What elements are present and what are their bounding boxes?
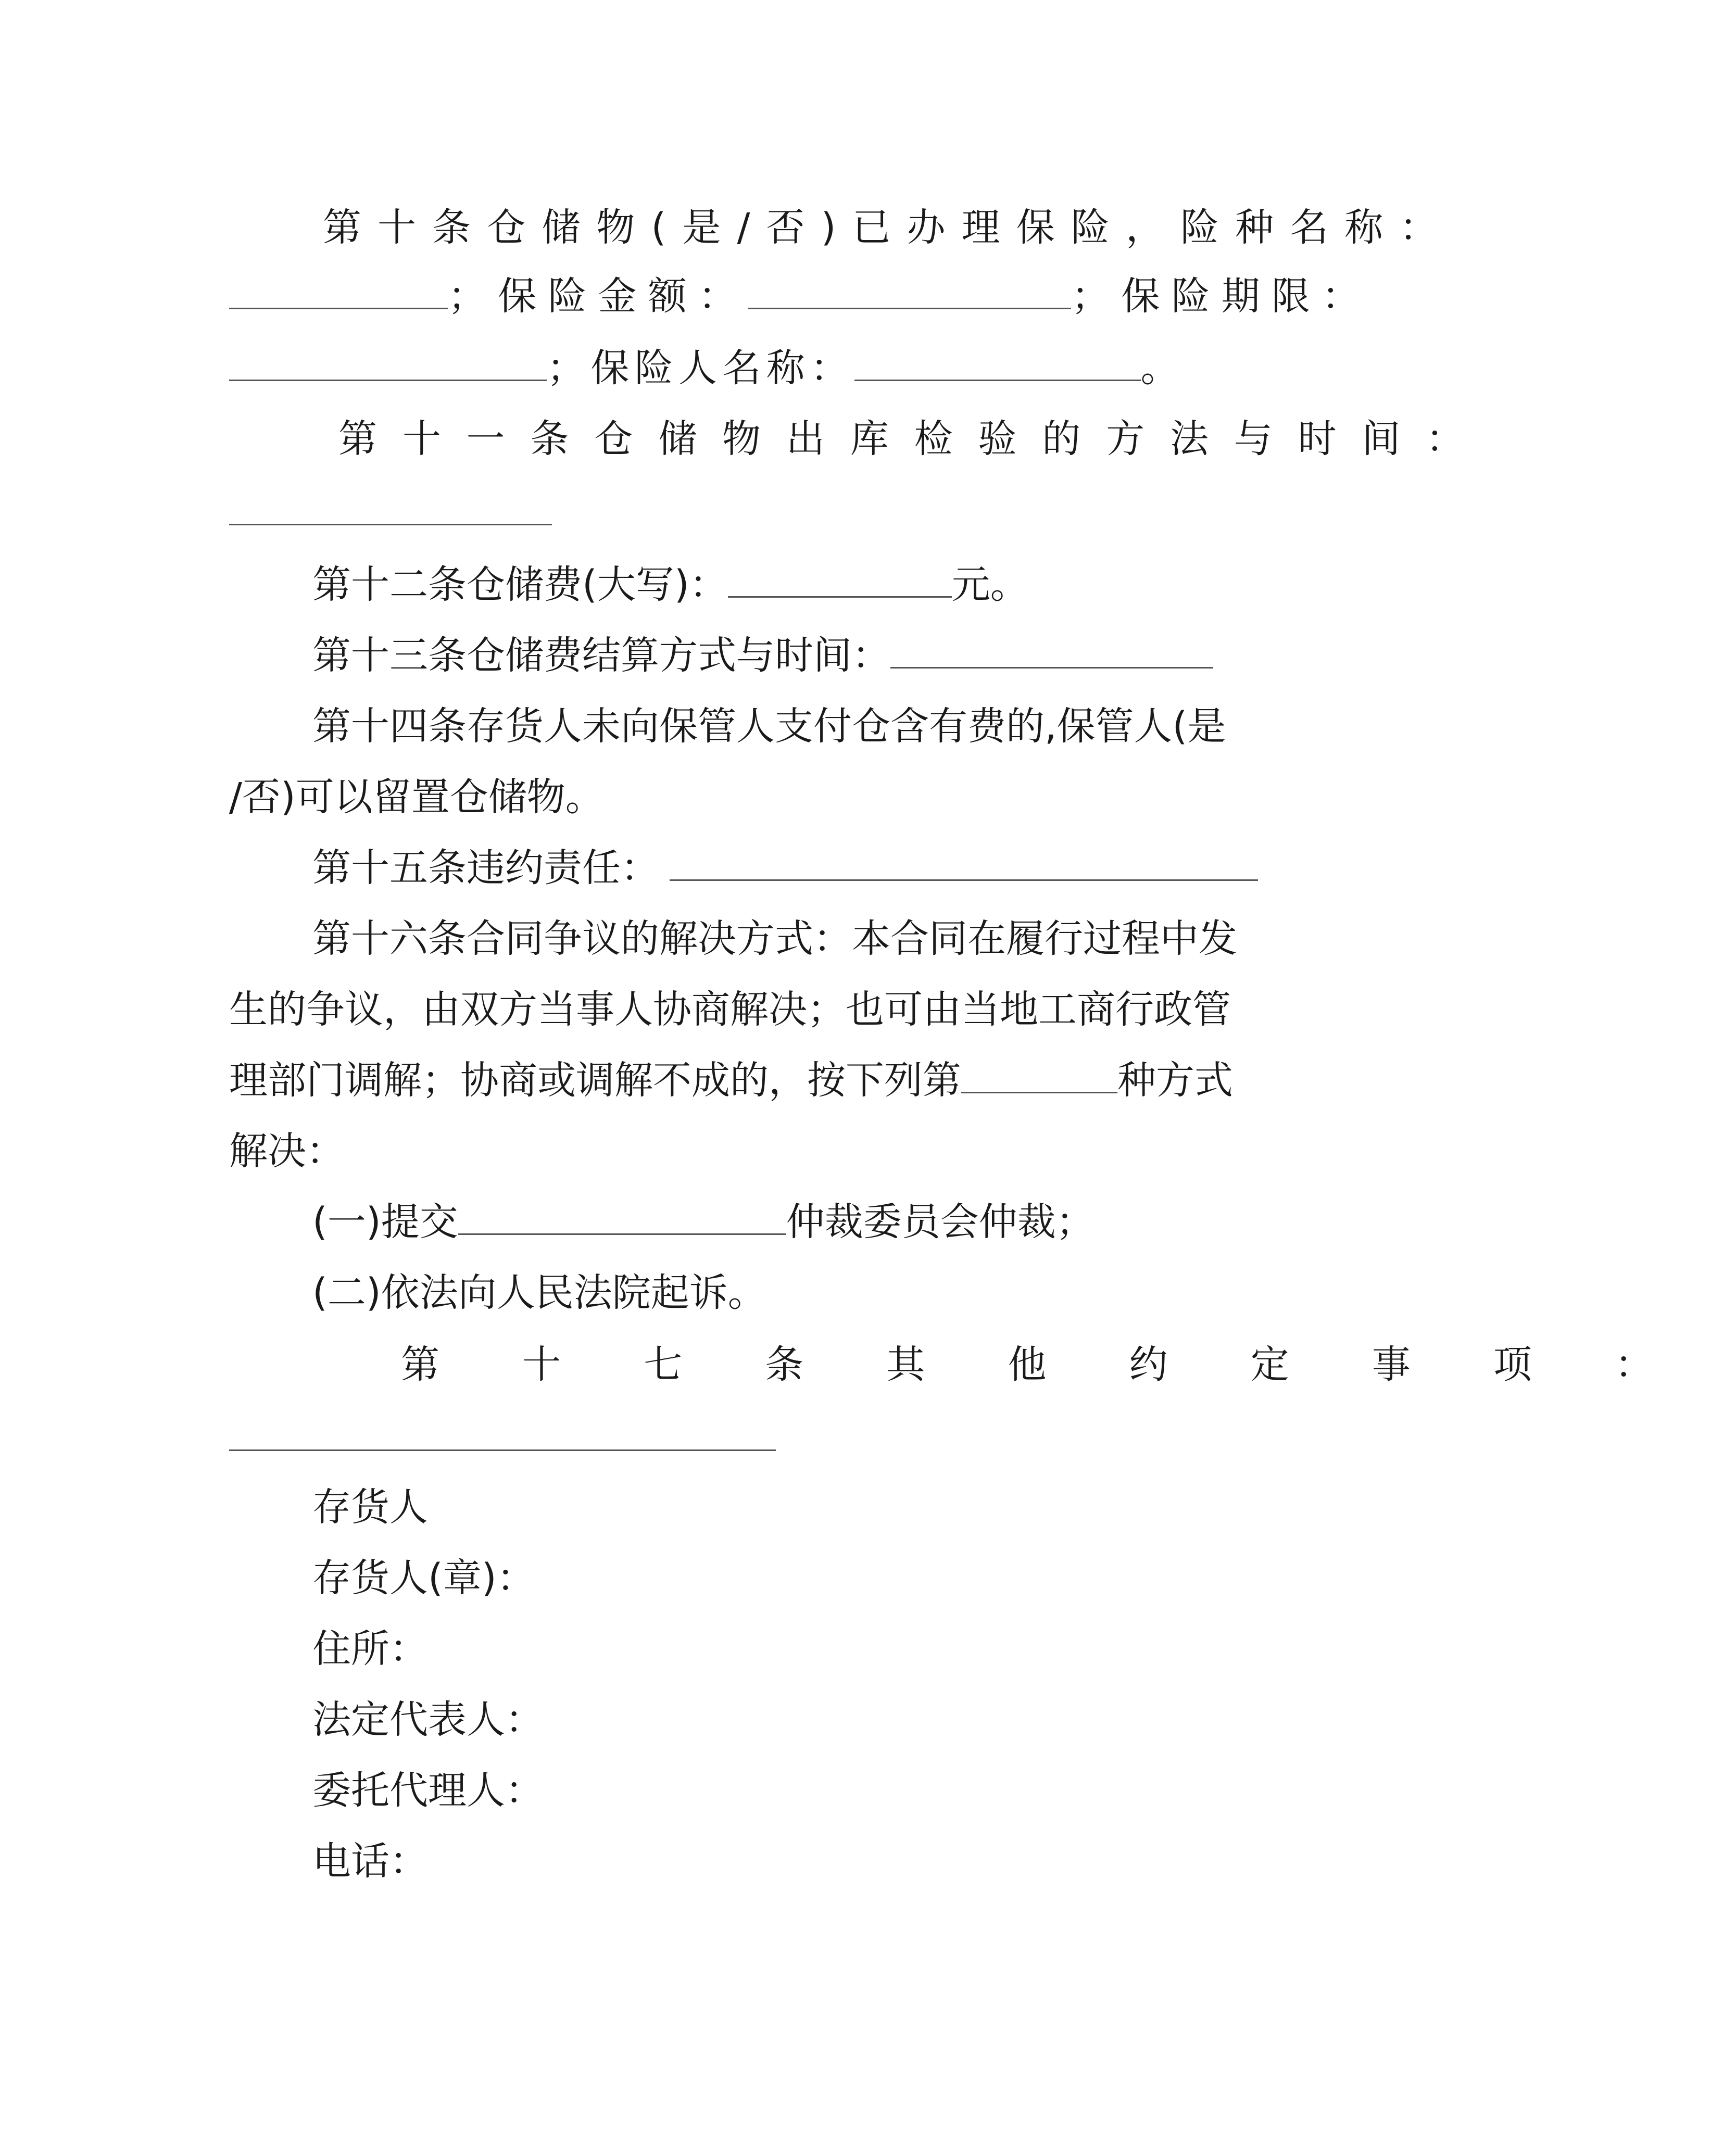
article-17-blank[interactable] (229, 1449, 776, 1451)
article-16-text-2: 生的争议，由双方当事人协商解决；也可由当地工商行政管 (229, 987, 1231, 1032)
article-16-text-3b: 种方式 (1117, 1058, 1233, 1103)
option-1-line (312, 1200, 1095, 1244)
insurance-period-blank[interactable] (229, 349, 547, 381)
storage-fee-label: 第十二条仓储费(大写)： (312, 562, 728, 607)
article-14-line-2 (229, 775, 604, 819)
article-10-line-2 (229, 274, 1372, 319)
option-1-label: (一)提交 (312, 1200, 458, 1244)
article-11-text: 第十一条仓储物出库检验的方法与时间： (338, 417, 1490, 461)
storage-fee-unit: 元。 (951, 562, 1029, 607)
legal-rep-line (312, 1697, 544, 1742)
settlement-blank[interactable] (890, 637, 1213, 669)
agent-label: 委托代理人： (312, 1768, 544, 1813)
depositor-seal-label: 存货人(章)： (312, 1556, 535, 1600)
article-10-period: 。 (1140, 346, 1179, 390)
insurance-period-label: ；保险期限： (1071, 274, 1372, 319)
insurance-amount-label: ；保险金额： (448, 274, 749, 319)
article-14-line-1 (312, 704, 1226, 749)
article-14-text-2: /否)可以留置仓储物。 (229, 775, 604, 819)
address-line (312, 1626, 428, 1671)
legal-rep-label: 法定代表人： (312, 1697, 544, 1742)
article-15-text: 第十五条违约责任： (312, 846, 659, 890)
article-16-line-4 (229, 1129, 345, 1174)
article-17-text: 第十七条其他约定事项： (401, 1342, 1736, 1387)
depositor-heading (312, 1485, 428, 1530)
storage-fee-blank[interactable] (728, 566, 952, 598)
article-16-text-4: 解决： (229, 1129, 345, 1174)
article-10-text: 第十条仓储物(是/否)已办理保险，险种名称： (323, 205, 1454, 250)
address-label: 住所： (312, 1626, 428, 1671)
phone-label: 电话： (312, 1839, 428, 1884)
article-11-line (338, 417, 1490, 461)
article-16-line-1 (312, 916, 1237, 961)
resolution-method-blank[interactable] (961, 1062, 1117, 1093)
article-10-line-1 (323, 205, 1454, 250)
depositor-seal-line (312, 1556, 535, 1600)
article-16-line-2 (229, 987, 1231, 1032)
option-1-suffix: 仲裁委员会仲裁； (786, 1200, 1095, 1244)
article-17-line (401, 1342, 1736, 1387)
article-16-text-1: 第十六条合同争议的解决方式：本合同在履行过程中发 (312, 916, 1237, 961)
insurance-type-blank[interactable] (229, 278, 448, 309)
article-13-text: 第十三条仓储费结算方式与时间： (312, 633, 890, 678)
arbitration-commission-blank[interactable] (458, 1203, 786, 1235)
option-2-text: (二)依法向人民法院起诉。 (312, 1270, 766, 1315)
article-12-line (312, 562, 1029, 607)
article-16-text-3a: 理部门调解；协商或调解不成的，按下列第 (229, 1058, 961, 1103)
phone-line (312, 1839, 428, 1884)
insurer-name-label: ；保险人名称： (547, 346, 854, 390)
insurance-amount-blank[interactable] (748, 278, 1071, 309)
insurer-name-blank[interactable] (854, 349, 1141, 381)
article-16-line-3 (229, 1058, 1233, 1103)
option-2-line (312, 1270, 766, 1315)
liability-blank[interactable] (670, 849, 1258, 881)
article-10-line-3 (229, 346, 1179, 390)
article-11-blank[interactable] (229, 524, 552, 525)
depositor-heading-text: 存货人 (312, 1485, 428, 1530)
article-14-text-1: 第十四条存货人未向保管人支付仓含有费的,保管人(是 (312, 704, 1226, 749)
agent-line (312, 1768, 544, 1813)
article-13-line (312, 633, 1213, 678)
article-15-line (312, 846, 1258, 890)
